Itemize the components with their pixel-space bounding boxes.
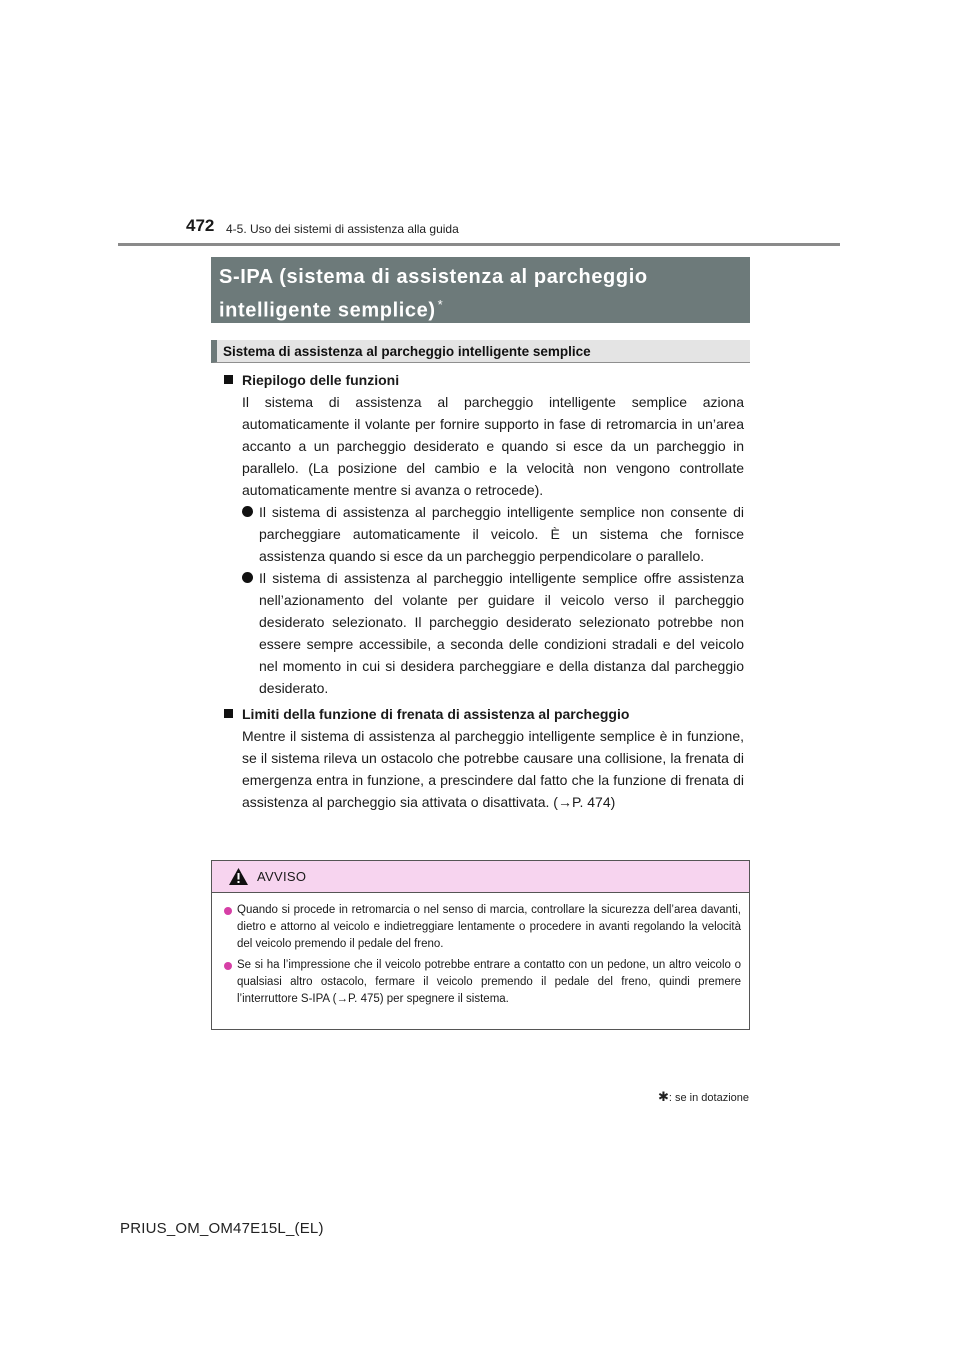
- warning-box: [211, 860, 750, 1030]
- warning-title: AVVISO: [257, 869, 307, 884]
- header-rule: [118, 243, 840, 246]
- section-label: 4-5. Uso dei sistemi di assistenza alla guida: [226, 222, 459, 236]
- warning-triangle-icon: [229, 868, 248, 885]
- circle-bullet-icon: [224, 907, 232, 915]
- warning-header: [212, 861, 749, 893]
- circle-bullet-icon: [242, 572, 253, 583]
- circle-bullet-icon: [242, 506, 253, 517]
- square-bullet-icon: [224, 709, 233, 718]
- subsection-heading: Sistema di assistenza al parcheggio intelligente semplice: [211, 340, 750, 363]
- page-title: [211, 257, 750, 323]
- footer-code: PRIUS_OM_OM47E15L_(EL): [120, 1220, 324, 1237]
- page-title-line2: intelligente semplice): [219, 299, 436, 322]
- section-heading: Limiti della funzione di frenata di assistenza al parcheggio: [224, 703, 744, 725]
- main-content: [224, 369, 744, 813]
- warning-body: [212, 893, 749, 1008]
- paragraph: Mentre il sistema di assistenza al parcheggio intelligente semplice è in funzione, se il sistema rileva un ostacolo che potrebbe causare una collisione, la frenata di emergenza entra in funzione, a prescindere dal fatto che la funzione di frenata di assistenza al parcheggio sia attivata o disattivata. (→P. 474): [242, 728, 744, 810]
- bullet-item: Il sistema di assistenza al parcheggio intelligente semplice offre assistenza nell’azionamento del volante per guidare il veicolo verso il parcheggio desiderato selezionato. Il parcheggio desiderato selezionato potrebbe non essere sempre accessibile, a seconda delle condizioni stradali e del veicolo nel momento in cui si desidera parcheggiare e della distanza dal parcheggio desiderato.: [242, 567, 744, 699]
- asterisk-icon: *: [437, 297, 444, 312]
- section-heading: Riepilogo delle funzioni: [224, 369, 744, 391]
- bullet-item: Il sistema di assistenza al parcheggio intelligente semplice non consente di parcheggiare automaticamente il veicolo. È un sistema che fornisce assistenza quando si esce da un parcheggio perpendicolare o parallelo.: [242, 501, 744, 567]
- warning-item: Se si ha l’impressione che il veicolo potrebbe entrare a contatto con un pedone, un altro veicolo o qualsiasi altro ostacolo, fermare il veicolo premendo il pedale del freno, quindi premere l’interruttore S-IPA (→P. 475) per spegnere il sistema.: [224, 957, 741, 1008]
- warning-item: Quando si procede in retromarcia o nel senso di marcia, controllare la sicurezza dell’area davanti, dietro e attorno al veicolo e indietreggiare lentamente o procedere in avanti regolando la velocità del veicolo premendo il pedale del freno.: [224, 902, 741, 953]
- page-number: 472: [186, 216, 215, 235]
- circle-bullet-icon: [224, 962, 232, 970]
- square-bullet-icon: [224, 375, 233, 384]
- asterisk-icon: ✱: [657, 1089, 669, 1104]
- paragraph: Il sistema di assistenza al parcheggio intelligente semplice aziona automaticamente il volante per fornire supporto in fase di retromarcia in un’area accanto a un parcheggio desiderato e quando si esce da un parcheggio in parallelo. (La posizione del cambio e la velocità non vengono controllate automaticamente mentre si avanza o retrocede).: [242, 394, 744, 498]
- page-title-line1: S-IPA (sistema di assistenza al parcheggio: [219, 266, 648, 288]
- footnote: [658, 1089, 749, 1105]
- footnote-text: : se in dotazione: [668, 1092, 749, 1104]
